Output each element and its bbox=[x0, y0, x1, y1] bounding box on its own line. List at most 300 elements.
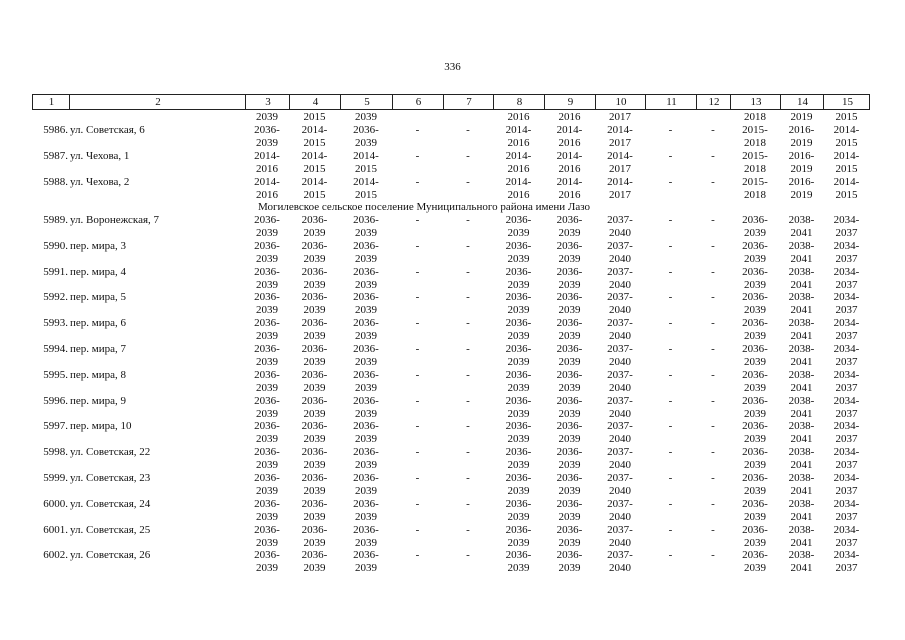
header-divider bbox=[69, 95, 70, 109]
header-divider bbox=[645, 95, 646, 109]
cell-col-8: 2039 bbox=[507, 459, 530, 472]
cell-col-3: 2036- bbox=[254, 420, 280, 433]
cell-col-13: 2018 bbox=[744, 189, 766, 201]
cell-col-3: 2039 bbox=[256, 227, 278, 239]
cell-col-14: 2041 bbox=[790, 433, 813, 446]
row-number: 5998. bbox=[43, 446, 68, 459]
cell-col-10: 2040 bbox=[609, 330, 631, 343]
cell-col-4: 2039 bbox=[303, 381, 326, 394]
cell-col-15: 2034- bbox=[833, 368, 860, 381]
cell-col-8: 2036- bbox=[505, 523, 532, 536]
cell-col-8: 2039 bbox=[507, 227, 530, 239]
table-row bbox=[0, 562, 905, 575]
cell-col-9: 2036- bbox=[556, 420, 583, 433]
cell-col-14: 2016- bbox=[788, 176, 815, 188]
cell-col-14: 2041 bbox=[790, 356, 813, 368]
cell-col-13: 2036- bbox=[742, 523, 768, 536]
cell-col-3: 2039 bbox=[256, 278, 278, 291]
cell-col-5: 2036- bbox=[353, 394, 379, 407]
cell-col-3: 2036- bbox=[254, 446, 280, 459]
cell-col-14: 2041 bbox=[790, 381, 813, 394]
header-divider bbox=[823, 95, 824, 109]
cell-col-13: 2039 bbox=[744, 562, 766, 575]
cell-col-11: - bbox=[668, 420, 673, 433]
header-col-3: 3 bbox=[265, 96, 271, 108]
cell-col-13: 2039 bbox=[744, 407, 766, 420]
table-row bbox=[0, 317, 905, 330]
cell-col-11: - bbox=[668, 394, 673, 407]
header-divider bbox=[493, 95, 494, 109]
cell-col-4: 2036- bbox=[301, 549, 328, 562]
row-address: пер. мира, 7 bbox=[70, 343, 126, 355]
cell-col-8: 2039 bbox=[507, 562, 530, 575]
cell-col-9: 2036- bbox=[556, 317, 583, 330]
header-col-2: 2 bbox=[155, 96, 161, 108]
table-row bbox=[0, 343, 905, 356]
header-col-4: 4 bbox=[312, 96, 319, 108]
row-address: ул. Советская, 26 bbox=[70, 549, 151, 562]
cell-col-4: 2039 bbox=[303, 459, 326, 472]
cell-col-15: 2037 bbox=[835, 562, 858, 575]
cell-col-12: - bbox=[711, 343, 715, 355]
cell-col-14: 2038- bbox=[788, 420, 815, 433]
cell-col-7: - bbox=[466, 239, 470, 252]
cell-col-14: 2041 bbox=[790, 485, 813, 497]
cell-col-3: 2039 bbox=[256, 381, 278, 394]
cell-col-6: - bbox=[415, 523, 420, 536]
row-address: пер. мира, 6 bbox=[70, 317, 126, 330]
cell-col-5: 2036- bbox=[353, 446, 379, 459]
cell-col-15: 2034- bbox=[833, 265, 860, 278]
header-divider bbox=[780, 95, 781, 109]
cell-col-5: 2014- bbox=[353, 150, 379, 162]
cell-col-4: 2039 bbox=[303, 304, 326, 317]
row-number: 5987. bbox=[43, 150, 68, 162]
cell-col-10: 2040 bbox=[609, 459, 631, 472]
row-address: пер. мира, 8 bbox=[70, 368, 126, 381]
cell-col-10: 2040 bbox=[609, 407, 631, 420]
cell-col-4: 2015 bbox=[303, 163, 326, 175]
table-row bbox=[0, 214, 905, 227]
row-address: ул. Советская, 23 bbox=[70, 472, 151, 484]
cell-col-3: 2039 bbox=[256, 510, 278, 523]
table-row bbox=[0, 356, 905, 369]
cell-col-9: 2016 bbox=[558, 163, 581, 175]
cell-col-4: 2014- bbox=[301, 176, 328, 188]
cell-col-9: 2039 bbox=[558, 278, 581, 291]
cell-col-14: 2038- bbox=[788, 549, 815, 562]
cell-col-3: 2036- bbox=[254, 265, 280, 278]
row-address: ул. Советская, 24 bbox=[70, 497, 151, 510]
cell-col-7: - bbox=[466, 472, 470, 484]
cell-col-10: 2014- bbox=[607, 176, 633, 188]
cell-col-13: 2036- bbox=[742, 420, 768, 433]
cell-col-4: 2036- bbox=[301, 497, 328, 510]
cell-col-7: - bbox=[466, 343, 470, 355]
cell-col-9: 2036- bbox=[556, 239, 583, 252]
table-row bbox=[0, 291, 905, 304]
cell-col-3: 2036- bbox=[254, 214, 280, 226]
cell-col-13: 2015- bbox=[742, 176, 768, 188]
cell-col-10: 2040 bbox=[609, 510, 631, 523]
table-row bbox=[0, 176, 905, 189]
cell-col-9: 2036- bbox=[556, 214, 583, 226]
cell-col-5: 2036- bbox=[353, 497, 379, 510]
cell-col-12: - bbox=[711, 265, 715, 278]
cell-col-3: 2039 bbox=[256, 485, 278, 497]
cell-col-8: 2016 bbox=[507, 111, 530, 123]
row-address: пер. мира, 5 bbox=[70, 291, 126, 304]
cell-col-15: 2034- bbox=[833, 239, 860, 252]
cell-col-4: 2014- bbox=[301, 150, 328, 162]
row-address: ул. Воронежская, 7 bbox=[70, 214, 160, 226]
table-row bbox=[0, 446, 905, 459]
cell-col-13: 2039 bbox=[744, 459, 766, 472]
header-divider bbox=[443, 95, 444, 109]
cell-col-13: 2039 bbox=[744, 485, 766, 497]
cell-col-13: 2036- bbox=[742, 214, 768, 226]
cell-col-5: 2036- bbox=[353, 343, 379, 355]
cell-col-4: 2039 bbox=[303, 330, 326, 343]
cell-col-8: 2036- bbox=[505, 317, 532, 330]
cell-col-11: - bbox=[668, 124, 673, 136]
cell-col-12: - bbox=[711, 549, 715, 562]
cell-col-7: - bbox=[466, 394, 470, 407]
cell-col-3: 2036- bbox=[254, 239, 280, 252]
cell-col-9: 2036- bbox=[556, 472, 583, 484]
cell-col-6: - bbox=[415, 549, 420, 562]
cell-col-14: 2016- bbox=[788, 124, 815, 136]
cell-col-14: 2038- bbox=[788, 368, 815, 381]
cell-col-11: - bbox=[668, 239, 673, 252]
cell-col-10: 2037- bbox=[607, 420, 633, 433]
cell-col-15: 2034- bbox=[833, 420, 860, 433]
cell-col-5: 2036- bbox=[353, 523, 379, 536]
cell-col-8: 2036- bbox=[505, 214, 532, 226]
row-number: 5993. bbox=[43, 317, 68, 330]
cell-col-8: 2036- bbox=[505, 343, 532, 355]
cell-col-3: 2036- bbox=[254, 317, 280, 330]
header-col-12: 12 bbox=[708, 96, 720, 108]
cell-col-9: 2039 bbox=[558, 407, 581, 420]
row-number: 5999. bbox=[43, 472, 68, 484]
cell-col-10: 2037- bbox=[607, 317, 633, 330]
cell-col-4: 2039 bbox=[303, 510, 326, 523]
row-address: ул. Советская, 6 bbox=[70, 124, 145, 136]
cell-col-3: 2036- bbox=[254, 394, 280, 407]
cell-col-10: 2037- bbox=[607, 394, 633, 407]
cell-col-8: 2039 bbox=[507, 304, 530, 317]
cell-col-3: 2039 bbox=[256, 137, 278, 149]
cell-col-15: 2034- bbox=[833, 472, 860, 484]
cell-col-10: 2040 bbox=[609, 252, 631, 265]
cell-col-9: 2014- bbox=[556, 124, 583, 136]
cell-col-8: 2014- bbox=[505, 150, 532, 162]
cell-col-3: 2039 bbox=[256, 356, 278, 368]
header-col-13: 13 bbox=[750, 96, 762, 108]
cell-col-6: - bbox=[415, 317, 420, 330]
row-number: 5991. bbox=[43, 265, 68, 278]
cell-col-3: 2036- bbox=[254, 549, 280, 562]
cell-col-4: 2039 bbox=[303, 227, 326, 239]
cell-col-3: 2036- bbox=[254, 343, 280, 355]
cell-col-14: 2038- bbox=[788, 317, 815, 330]
header-divider bbox=[340, 95, 341, 109]
page-number: 336 bbox=[444, 61, 461, 73]
cell-col-4: 2015 bbox=[303, 137, 326, 149]
cell-col-4: 2015 bbox=[303, 189, 326, 201]
cell-col-11: - bbox=[668, 317, 673, 330]
cell-col-5: 2039 bbox=[355, 304, 377, 317]
cell-col-7: - bbox=[466, 523, 470, 536]
cell-col-3: 2014- bbox=[254, 150, 280, 162]
cell-col-3: 2039 bbox=[256, 252, 278, 265]
cell-col-8: 2039 bbox=[507, 356, 530, 368]
cell-col-5: 2036- bbox=[353, 317, 379, 330]
cell-col-10: 2040 bbox=[609, 485, 631, 497]
cell-col-5: 2039 bbox=[355, 356, 377, 368]
table-row bbox=[0, 137, 905, 150]
cell-col-12: - bbox=[711, 368, 715, 381]
cell-col-6: - bbox=[415, 214, 420, 226]
cell-col-9: 2039 bbox=[558, 510, 581, 523]
cell-col-13: 2036- bbox=[742, 291, 768, 304]
cell-col-13: 2039 bbox=[744, 510, 766, 523]
cell-col-10: 2040 bbox=[609, 433, 631, 446]
table-row bbox=[0, 111, 905, 124]
cell-col-5: 2039 bbox=[355, 536, 377, 549]
cell-col-14: 2041 bbox=[790, 407, 813, 420]
header-col-11: 11 bbox=[666, 96, 677, 108]
cell-col-5: 2039 bbox=[355, 562, 377, 575]
cell-col-15: 2034- bbox=[833, 214, 860, 226]
cell-col-9: 2016 bbox=[558, 111, 581, 123]
cell-col-11: - bbox=[668, 291, 673, 304]
cell-col-15: 2037 bbox=[835, 459, 858, 472]
cell-col-13: 2036- bbox=[742, 239, 768, 252]
cell-col-15: 2037 bbox=[835, 356, 858, 368]
cell-col-8: 2016 bbox=[507, 137, 530, 149]
table-row bbox=[0, 459, 905, 472]
cell-col-5: 2039 bbox=[355, 227, 377, 239]
cell-col-15: 2015 bbox=[835, 137, 858, 149]
cell-col-15: 2034- bbox=[833, 446, 860, 459]
cell-col-15: 2037 bbox=[835, 278, 858, 291]
cell-col-5: 2036- bbox=[353, 214, 379, 226]
cell-col-15: 2034- bbox=[833, 549, 860, 562]
cell-col-14: 2041 bbox=[790, 562, 813, 575]
header-col-9: 9 bbox=[567, 96, 574, 108]
table-row bbox=[0, 266, 905, 279]
cell-col-14: 2038- bbox=[788, 291, 815, 304]
cell-col-5: 2015 bbox=[355, 163, 377, 175]
cell-col-4: 2036- bbox=[301, 420, 328, 433]
cell-col-10: 2037- bbox=[607, 291, 633, 304]
cell-col-9: 2016 bbox=[558, 189, 581, 201]
cell-col-3: 2036- bbox=[254, 291, 280, 304]
cell-col-15: 2037 bbox=[835, 304, 858, 317]
cell-col-14: 2041 bbox=[790, 252, 813, 265]
cell-col-9: 2014- bbox=[556, 176, 583, 188]
cell-col-6: - bbox=[415, 176, 420, 188]
cell-col-13: 2018 bbox=[744, 137, 766, 149]
cell-col-5: 2039 bbox=[355, 137, 377, 149]
cell-col-13: 2039 bbox=[744, 252, 766, 265]
cell-col-9: 2039 bbox=[558, 252, 581, 265]
cell-col-4: 2039 bbox=[303, 407, 326, 420]
cell-col-8: 2039 bbox=[507, 536, 530, 549]
cell-col-14: 2041 bbox=[790, 278, 813, 291]
cell-col-13: 2036- bbox=[742, 549, 768, 562]
cell-col-13: 2039 bbox=[744, 330, 766, 343]
cell-col-13: 2018 bbox=[744, 163, 766, 175]
cell-col-5: 2014- bbox=[353, 176, 379, 188]
cell-col-7: - bbox=[466, 420, 470, 433]
cell-col-5: 2015 bbox=[355, 189, 377, 201]
cell-col-10: 2037- bbox=[607, 368, 633, 381]
cell-col-8: 2014- bbox=[505, 124, 532, 136]
cell-col-5: 2036- bbox=[353, 549, 379, 562]
cell-col-5: 2036- bbox=[353, 472, 379, 484]
cell-col-13: 2039 bbox=[744, 356, 766, 368]
cell-col-4: 2036- bbox=[301, 523, 328, 536]
header-divider bbox=[392, 95, 393, 109]
cell-col-8: 2036- bbox=[505, 239, 532, 252]
table-row bbox=[0, 163, 905, 176]
header-divider bbox=[245, 95, 246, 109]
row-number: 5994. bbox=[43, 343, 68, 355]
cell-col-10: 2014- bbox=[607, 124, 633, 136]
cell-col-11: - bbox=[668, 150, 673, 162]
row-number: 5990. bbox=[43, 239, 68, 252]
cell-col-3: 2036- bbox=[254, 124, 280, 136]
cell-col-3: 2039 bbox=[256, 330, 278, 343]
cell-col-14: 2041 bbox=[790, 330, 813, 343]
cell-col-8: 2036- bbox=[505, 394, 532, 407]
cell-col-10: 2037- bbox=[607, 472, 633, 484]
cell-col-4: 2039 bbox=[303, 252, 326, 265]
cell-col-10: 2017 bbox=[609, 137, 631, 149]
row-number: 5986. bbox=[43, 124, 68, 136]
cell-col-4: 2039 bbox=[303, 536, 326, 549]
cell-col-10: 2037- bbox=[607, 446, 633, 459]
cell-col-4: 2039 bbox=[303, 356, 326, 368]
cell-col-7: - bbox=[466, 317, 470, 330]
cell-col-3: 2039 bbox=[256, 459, 278, 472]
cell-col-14: 2041 bbox=[790, 304, 813, 317]
cell-col-8: 2036- bbox=[505, 472, 532, 484]
cell-col-8: 2036- bbox=[505, 291, 532, 304]
table-row bbox=[0, 408, 905, 421]
header-divider bbox=[595, 95, 596, 109]
cell-col-5: 2036- bbox=[353, 124, 379, 136]
cell-col-5: 2039 bbox=[355, 407, 377, 420]
cell-col-5: 2039 bbox=[355, 252, 377, 265]
cell-col-14: 2038- bbox=[788, 446, 815, 459]
cell-col-6: - bbox=[415, 394, 420, 407]
cell-col-11: - bbox=[668, 523, 673, 536]
cell-col-8: 2039 bbox=[507, 485, 530, 497]
cell-col-9: 2039 bbox=[558, 381, 581, 394]
cell-col-15: 2034- bbox=[833, 523, 860, 536]
cell-col-4: 2039 bbox=[303, 278, 326, 291]
cell-col-14: 2041 bbox=[790, 227, 813, 239]
cell-col-3: 2016 bbox=[256, 189, 278, 201]
header-divider bbox=[696, 95, 697, 109]
cell-col-7: - bbox=[466, 214, 470, 226]
cell-col-3: 2036- bbox=[254, 368, 280, 381]
cell-col-14: 2041 bbox=[790, 459, 813, 472]
cell-col-7: - bbox=[466, 446, 470, 459]
cell-col-10: 2037- bbox=[607, 214, 633, 226]
cell-col-13: 2039 bbox=[744, 381, 766, 394]
cell-col-9: 2039 bbox=[558, 433, 581, 446]
cell-col-14: 2038- bbox=[788, 265, 815, 278]
cell-col-8: 2039 bbox=[507, 278, 530, 291]
cell-col-9: 2039 bbox=[558, 562, 581, 575]
cell-col-15: 2037 bbox=[835, 536, 858, 549]
cell-col-8: 2036- bbox=[505, 497, 532, 510]
cell-col-3: 2039 bbox=[256, 304, 278, 317]
table-row bbox=[0, 253, 905, 266]
cell-col-6: - bbox=[415, 124, 420, 136]
cell-col-7: - bbox=[466, 176, 470, 188]
cell-col-3: 2014- bbox=[254, 176, 280, 188]
header-col-6: 6 bbox=[415, 96, 422, 108]
cell-col-11: - bbox=[668, 368, 673, 381]
cell-col-9: 2036- bbox=[556, 394, 583, 407]
table-row bbox=[0, 472, 905, 485]
header-col-8: 8 bbox=[516, 96, 523, 108]
cell-col-12: - bbox=[711, 124, 715, 136]
cell-col-9: 2039 bbox=[558, 356, 581, 368]
cell-col-11: - bbox=[668, 343, 673, 355]
cell-col-12: - bbox=[711, 291, 715, 304]
cell-col-4: 2036- bbox=[301, 239, 328, 252]
cell-col-8: 2039 bbox=[507, 407, 530, 420]
cell-col-9: 2036- bbox=[556, 291, 583, 304]
cell-col-8: 2036- bbox=[505, 368, 532, 381]
cell-col-12: - bbox=[711, 497, 715, 510]
cell-col-10: 2037- bbox=[607, 343, 633, 355]
cell-col-7: - bbox=[466, 497, 470, 510]
cell-col-9: 2039 bbox=[558, 304, 581, 317]
cell-col-13: 2039 bbox=[744, 433, 766, 446]
table-row bbox=[0, 279, 905, 292]
cell-col-10: 2037- bbox=[607, 497, 633, 510]
cell-col-10: 2037- bbox=[607, 239, 633, 252]
cell-col-3: 2016 bbox=[256, 163, 278, 175]
cell-col-14: 2019 bbox=[790, 163, 813, 175]
cell-col-13: 2036- bbox=[742, 368, 768, 381]
cell-col-10: 2017 bbox=[609, 111, 631, 123]
cell-col-6: - bbox=[415, 368, 420, 381]
cell-col-8: 2016 bbox=[507, 189, 530, 201]
cell-col-10: 2017 bbox=[609, 189, 631, 201]
row-address: пер. мира, 4 bbox=[70, 265, 126, 278]
cell-col-13: 2015- bbox=[742, 124, 768, 136]
cell-col-5: 2036- bbox=[353, 291, 379, 304]
cell-col-10: 2037- bbox=[607, 523, 633, 536]
row-number: 5992. bbox=[43, 291, 68, 304]
cell-col-7: - bbox=[466, 265, 470, 278]
cell-col-3: 2039 bbox=[256, 536, 278, 549]
row-number: 5995. bbox=[43, 368, 68, 381]
cell-col-13: 2018 bbox=[744, 111, 766, 123]
cell-col-6: - bbox=[415, 446, 420, 459]
cell-col-13: 2039 bbox=[744, 536, 766, 549]
cell-col-14: 2038- bbox=[788, 523, 815, 536]
